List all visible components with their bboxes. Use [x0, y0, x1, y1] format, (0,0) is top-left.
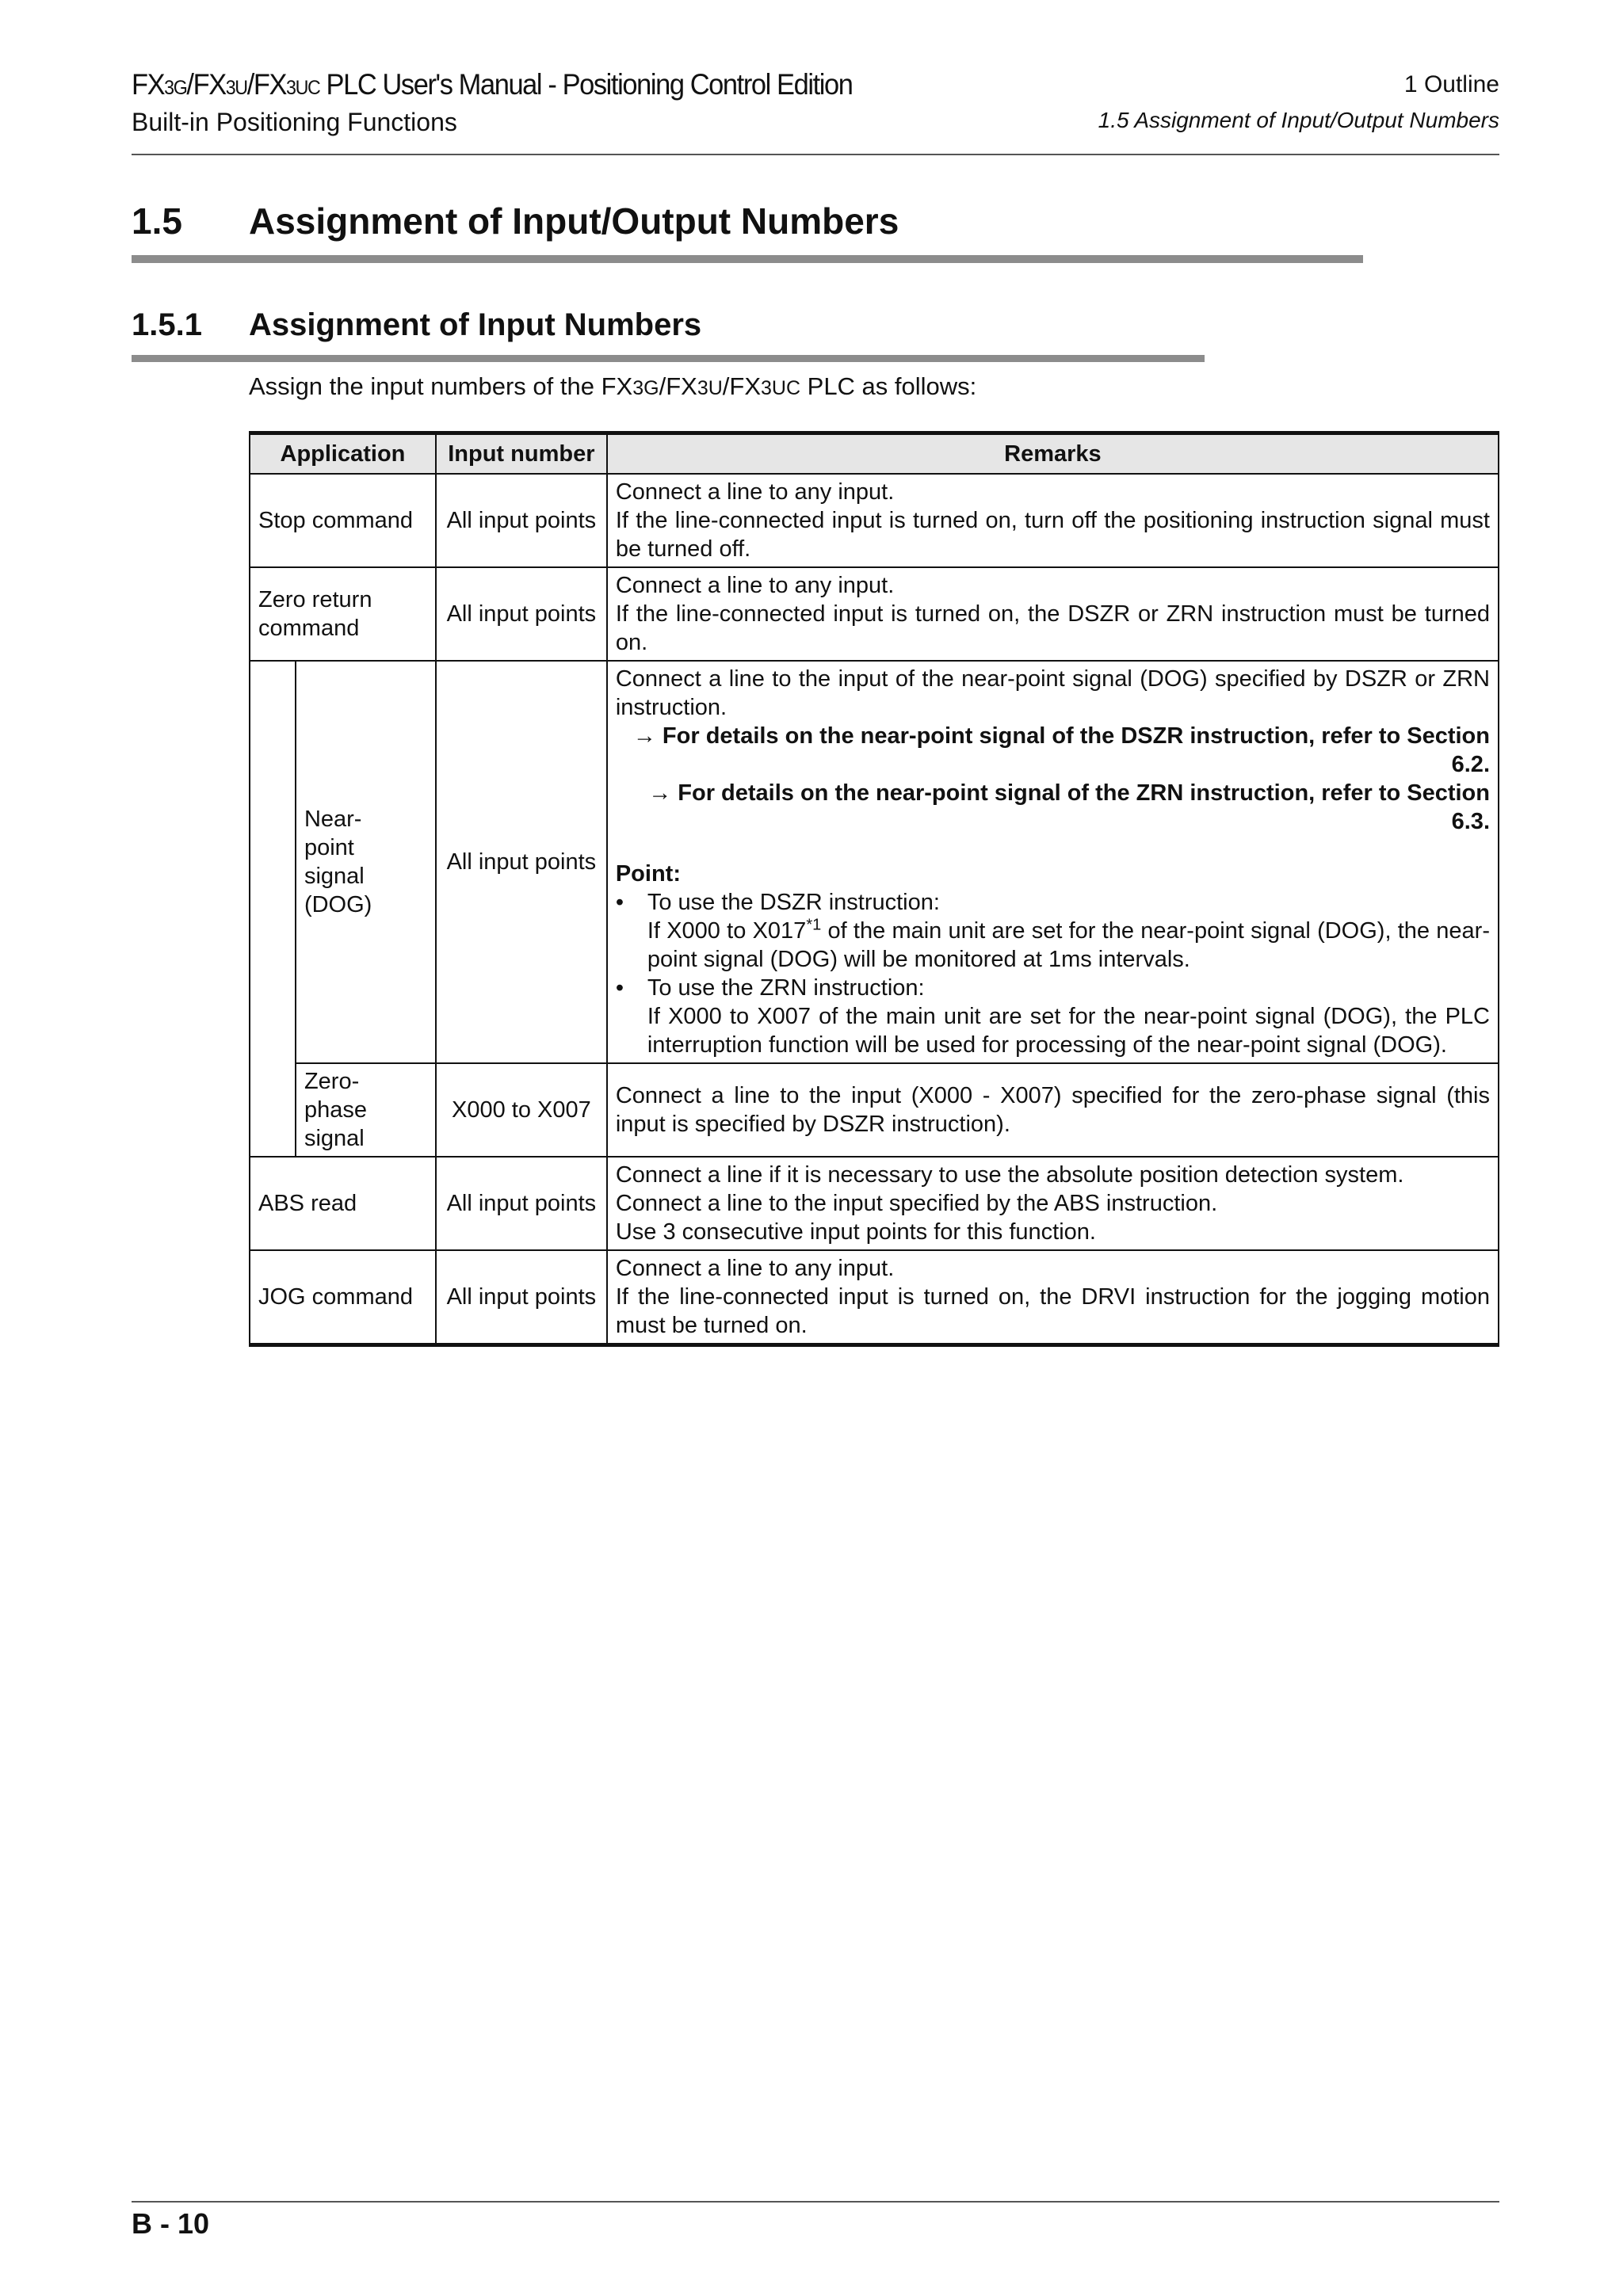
bullet-text: If X000 to X017$^{*1}$ of the main unit are set for the near-point signal (DOG), the near-point signal (DOG) will be monitored at 1ms intervals. [647, 916, 1490, 972]
section-heading [132, 200, 899, 242]
cell-application: Stop command [250, 474, 436, 567]
remark-line: Connect a line to the input of the near-point signal (DOG) specified by DSZR or ZRN instruction. [615, 666, 1490, 720]
cell-input-number: X000 to X007 [436, 1063, 607, 1157]
point-label: Point: [615, 861, 681, 887]
table-row [250, 1250, 1499, 1345]
remark-line: If the line-connected input is turned on, the DRVI instruction for the jogging motion must be turned on. [615, 1284, 1490, 1338]
cell-application: Near-point signal (DOG) [296, 661, 436, 1063]
cell-input-number: All input points [436, 1250, 607, 1345]
bullet-text: If X000 to X007 of the main unit are set for the near-point signal (DOG), the PLC interruption function will be used for processing of the near-point signal (DOG). [647, 1004, 1490, 1058]
section-title: Assignment of Input/Output Numbers [249, 200, 899, 242]
remark-line: Connect a line if it is necessary to use the absolute position detection system. [615, 1162, 1404, 1188]
reference-zrn: → For details on the near-point signal of the ZRN instruction, refer to Section 6.3. [648, 780, 1490, 834]
header-input-number: Input number [436, 433, 607, 475]
input-assignment-table [249, 431, 1499, 1347]
page-number: B - 10 [132, 2207, 210, 2240]
manual-title: FX3G/FX3U/FX3UC PLC User's Manual - Positioning Control Edition [132, 68, 853, 101]
bullet-title: To use the ZRN instruction: [647, 975, 925, 1001]
table-header-row [250, 433, 1499, 475]
reference-dszr: → For details on the near-point signal of the DSZR instruction, refer to Section 6.2. [632, 723, 1490, 777]
table-row [250, 1157, 1499, 1250]
remark-line: Connect a line to any input. [615, 479, 895, 505]
table-row [250, 567, 1499, 661]
remark-line: Connect a line to any input. [615, 1256, 895, 1281]
intro-paragraph: Assign the input numbers of the FX3G/FX3U/FX3UC PLC as follows: [249, 372, 977, 400]
footer-rule [132, 2201, 1499, 2203]
table-row [250, 1063, 1499, 1157]
cell-application: Zero-phase signal [296, 1063, 436, 1157]
running-header [132, 68, 1083, 137]
table-row [250, 474, 1499, 567]
footnote-mark: *1 [806, 916, 822, 934]
running-header-right [1098, 71, 1499, 133]
cell-remarks [607, 661, 1499, 1063]
bullet-title: To use the DSZR instruction: [647, 890, 940, 915]
header-rule [132, 154, 1499, 155]
section-label: 1.5 Assignment of Input/Output Numbers [1098, 108, 1499, 132]
cell-application: ABS read [250, 1157, 436, 1250]
cell-application: JOG command [250, 1250, 436, 1345]
manual-subtitle: Built-in Positioning Functions [132, 108, 457, 136]
cell-application: Zero return command [250, 567, 436, 661]
cell-remarks [607, 1250, 1499, 1345]
remark-line: Connect a line to any input. [615, 573, 895, 598]
cell-remarks [607, 567, 1499, 661]
list-item [616, 974, 1490, 1002]
cell-input-number: All input points [436, 1157, 607, 1250]
indent-cell [250, 661, 296, 1157]
header-application: Application [250, 433, 436, 475]
section-heading-bar [132, 255, 1363, 263]
remark-line: If the line-connected input is turned on, the DSZR or ZRN instruction must be turned on. [615, 601, 1490, 655]
subsection-number: 1.5.1 [132, 307, 202, 342]
cell-input-number: All input points [436, 474, 607, 567]
cell-remarks [607, 474, 1499, 567]
table-row [250, 661, 1499, 1063]
chapter-label: 1 Outline [1403, 71, 1499, 97]
cell-remarks [607, 1157, 1499, 1250]
cell-input-number: All input points [436, 567, 607, 661]
remark-line: If the line-connected input is turned on, turn off the positioning instruction signal must be turned off. [615, 508, 1490, 562]
cell-remarks: Connect a line to the input (X000 - X007) specified for the zero-phase signal (this input is specified by DSZR instruction). [607, 1063, 1499, 1157]
cell-input-number: All input points [436, 661, 607, 1063]
remark-line: Use 3 consecutive input points for this function. [615, 1219, 1096, 1245]
section-number: 1.5 [132, 200, 182, 242]
bullet-icon: • [615, 975, 624, 1001]
list-item [616, 888, 1490, 917]
subsection-heading-bar [132, 355, 1205, 362]
subsection-heading [132, 307, 701, 343]
bullet-icon: • [615, 890, 624, 915]
remark-line: Connect a line to the input specified by the ABS instruction. [615, 1191, 1218, 1216]
header-remarks: Remarks [607, 433, 1499, 475]
subsection-title: Assignment of Input Numbers [249, 307, 702, 342]
